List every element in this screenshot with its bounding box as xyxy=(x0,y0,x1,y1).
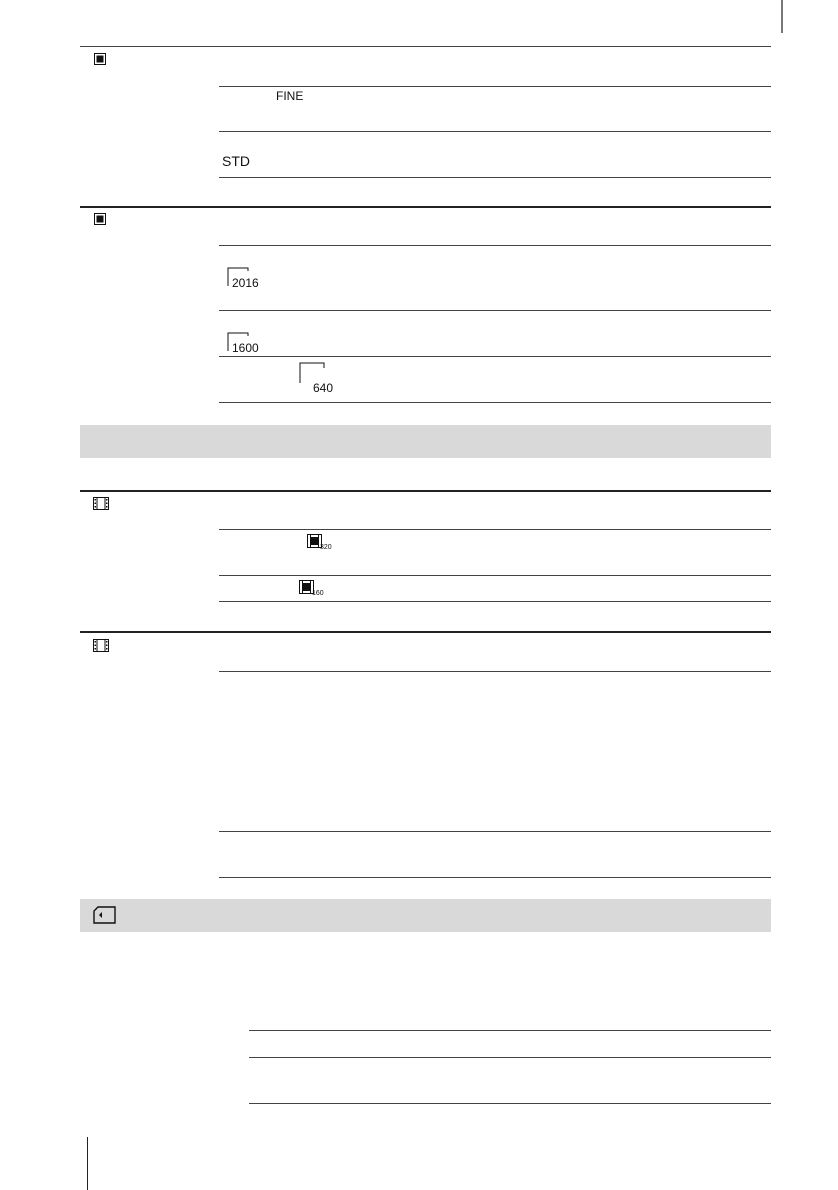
rule xyxy=(219,601,771,602)
still-image-icon xyxy=(94,213,106,225)
rule xyxy=(80,206,771,208)
memory-card-icon xyxy=(93,906,117,924)
rule xyxy=(219,245,771,246)
film-strip-icon xyxy=(93,639,109,652)
rule xyxy=(219,877,771,878)
rule xyxy=(249,1057,771,1058)
rule xyxy=(219,529,771,530)
rule xyxy=(219,86,771,87)
std-quality-label: STD xyxy=(222,153,250,169)
size-1600-label: 1600 xyxy=(232,341,259,355)
rule xyxy=(80,490,771,492)
rule xyxy=(219,310,771,311)
movie-size-160-label: 160 xyxy=(312,590,324,597)
rule xyxy=(219,671,771,672)
rule xyxy=(219,131,771,132)
still-image-icon xyxy=(94,53,106,65)
rule xyxy=(219,575,771,576)
size-640-label: 640 xyxy=(313,381,334,395)
rule xyxy=(219,831,771,832)
page-margin-bar xyxy=(87,1137,88,1190)
rule xyxy=(249,1103,771,1104)
rule xyxy=(249,1030,771,1031)
top-margin-rule xyxy=(781,0,783,33)
rule xyxy=(219,402,771,403)
rule xyxy=(219,177,771,178)
film-strip-icon xyxy=(93,497,109,510)
section-header-band xyxy=(80,425,771,458)
rule xyxy=(219,356,771,357)
rule xyxy=(80,46,771,47)
rule xyxy=(80,631,771,633)
memory-card-section-band xyxy=(80,899,771,932)
size-2016-label: 2016 xyxy=(232,276,259,290)
fine-quality-label: FINE xyxy=(276,89,304,103)
movie-size-320-label: 320 xyxy=(320,544,332,551)
